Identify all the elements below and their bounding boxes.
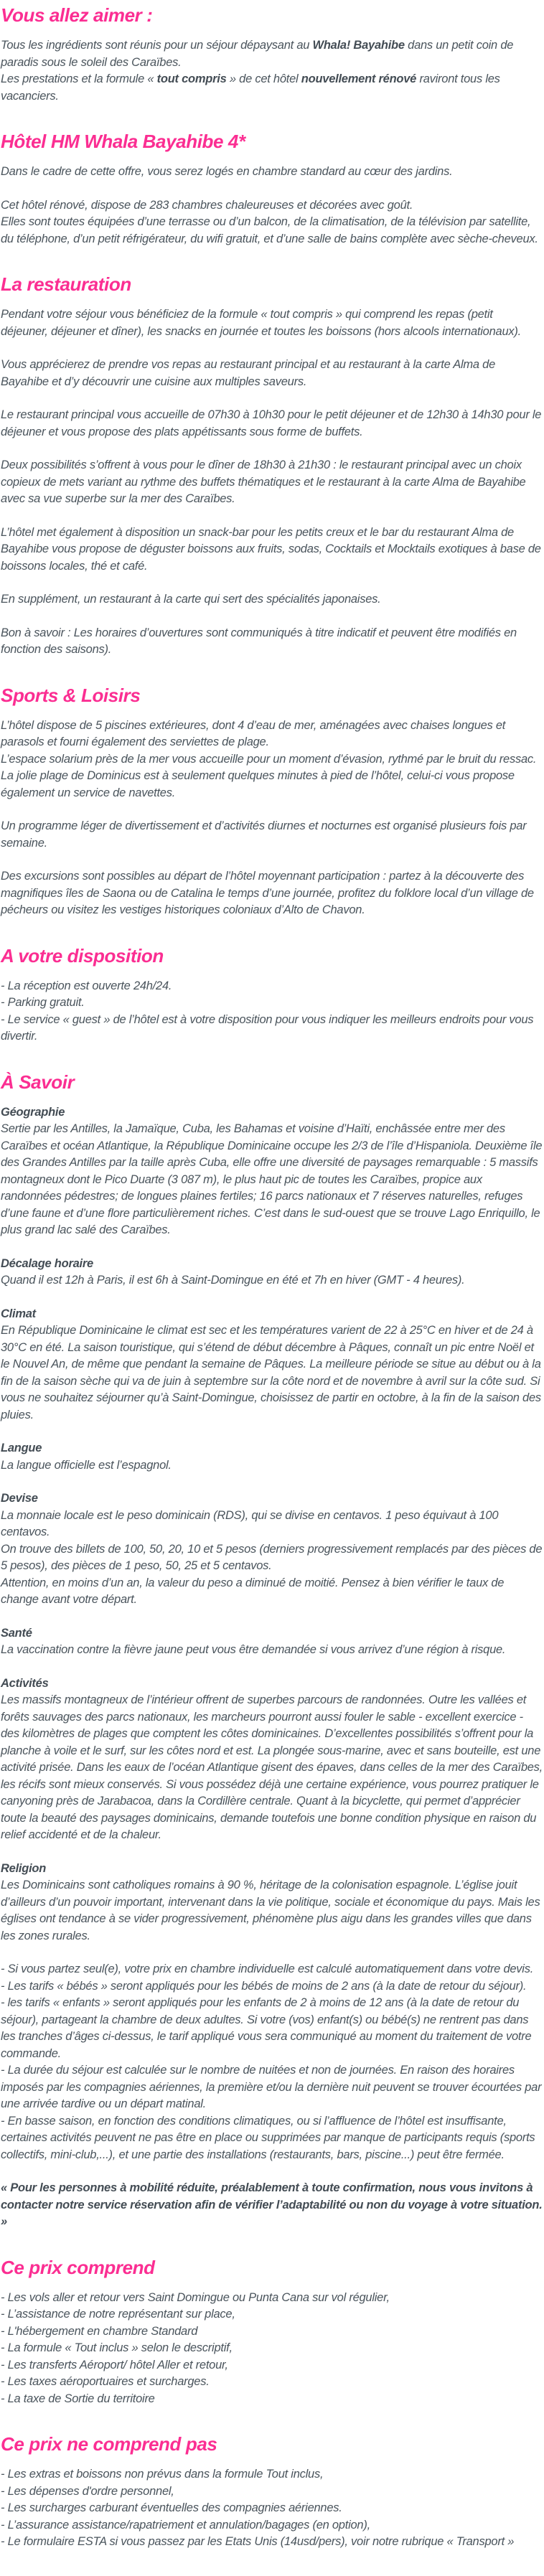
prix-comprend-list <box>1 2290 543 2408</box>
text-run: Sertie par les Antilles, la Jamaïque, Cuba, les Bahamas et voisine d’Haïti, enchâssée entre mer des Caraïbes et océan Atlantique, la République Dominicaine occupe les 2/3 de l’île d’Hispaniola. Deuxième île des Grandes Antilles par la taille après Cuba, elle offre une diversité de paysages remarquable : 5 massifs montagneux dont le Pico Duarte (3 087 m), le plus haut pic de toutes les Caraïbes, propice aux randonnées pédestres; de longues plaines fertiles; 16 parcs nationaux et 7 réserves naturelles, refuges d’une faune et d’une flore particulièrement riches. C’est dans le sud-ouest que se trouve Lago Enriquillo, le plus grand lac salé des Caraïbes. <box>1 1122 543 1236</box>
text-run: - Les transferts Aéroport/ hôtel Aller et retour, <box>1 2358 228 2371</box>
savoir-langue-paragraph <box>1 1440 543 1474</box>
text-run: - Les taxes aéroportuaires et surcharges. <box>1 2375 210 2388</box>
bold-text-run: tout compris <box>156 72 227 85</box>
bold-text-run: « Pour les personnes à mobilité réduite, préalablement à toute confirmation, nous vous invitons à contacter notre service réservation afin de vérifier l’adaptabilité ou non du voyage à votre situation. » <box>1 2181 543 2228</box>
heading-restauration: La restauration <box>1 273 131 295</box>
heading-a-savoir: À Savoir <box>1 1071 75 1093</box>
text-run: Des excursions sont possibles au départ de l’hôtel moyennant participation : partez à la découverte des magnifiques îles de Saona ou de Catalina le temps d’une journée, profitez du folklore local d’un village de pécheurs ou visitez les vestiges historiques coloniaux d’Alto de Chavon. <box>1 870 534 916</box>
text-run: - Les tarifs « bébés » seront appliqués pour les bébés de moins de 2 ans (à la date de retour du séjour). <box>1 1979 527 1993</box>
text-run: Deux possibilités s’offrent à vous pour le dîner de 18h30 à 21h30 : le restaurant principal avec un choix copieux de mets variant au rythme des buffets thématiques et le restaurant à la carte Alma de Bayahibe avec sa vue superbe sur la mer des Caraïbes. <box>1 459 526 505</box>
savoir-climat-paragraph <box>1 1306 543 1424</box>
bold-text-run: Climat <box>1 1307 36 1320</box>
bold-text-run: Religion <box>1 1861 47 1875</box>
text-run: - L’assurance assistance/rapatriement et annulation/bagages (en option), <box>1 2518 370 2532</box>
restauration-horaires-paragraph <box>1 407 543 441</box>
text-run: - Les extras et boissons non prévus dans la formule Tout inclus, <box>1 2468 324 2481</box>
text-run: La monnaie locale est le peso dominicain (RDS), qui se divise en centavos. 1 peso équivaut à 100 centavos. <box>1 1508 499 1538</box>
text-run: - Les dépenses d'ordre personnel, <box>1 2484 174 2498</box>
savoir-devise-paragraph <box>1 1490 543 1609</box>
text-run: Le restaurant principal vous accueille de 07h30 à 10h30 pour le petit déjeuner et de 12h30 à 14h30 pour le déjeuner et vous propose des plats appétissants sous forme de buffets. <box>1 408 542 438</box>
text-run: Quand il est 12h à Paris, il est 6h à Saint-Domingue en été et 7h en hiver (GMT - 4 heures). <box>1 1274 465 1287</box>
text-run: Attention, en moins d’un an, la valeur du peso a diminué de moitié. Pensez à bien vérifier le taux de change avant votre départ. <box>1 1576 505 1606</box>
restauration-diner-paragraph <box>1 457 543 508</box>
heading-a-votre-disposition: A votre disposition <box>1 944 164 967</box>
savoir-tarifs-list <box>1 1961 543 2163</box>
bold-text-run: Langue <box>1 1442 42 1454</box>
text-run: Un programme léger de divertissement et d’activités diurnes et nocturnes est organisé plusieurs fois par semaine. <box>1 819 527 850</box>
text-run: - La durée du séjour est calculée sur le nombre de nuitées et non de journées. En raison des horaires imposés par les compagnies aériennes, la première et/ou la dernière nuit peuvent se trouver écourtées par une arrivée tardive ou un départ matinal. <box>1 2064 542 2110</box>
prix-ne-comprend-pas-list <box>1 2466 543 2551</box>
heading-hotel: Hôtel HM Whala Bayahibe 4* <box>1 131 245 152</box>
text-run: Les prestations et la formule « <box>1 72 157 85</box>
savoir-mobilite-note <box>1 2180 543 2231</box>
bold-text-run: Activités <box>1 1676 49 1690</box>
text-run: raviront tous les vacanciers. <box>1 72 500 103</box>
text-run: - Les vols aller et retour vers Saint Domingue ou Punta Cana sur vol régulier, <box>1 2290 390 2304</box>
text-run: L’espace solarium près de la mer vous accueille pour un moment d’évasion, rythmé par le bruit du ressac. <box>1 752 537 766</box>
text-run: La langue officielle est l’espagnol. <box>1 1458 172 1472</box>
text-run: Bon à savoir : Les horaires d’ouvertures sont communiqués à titre indicatif et peuvent être modifiés en fonction des saisons). <box>1 626 517 656</box>
text-run: Pendant votre séjour vous bénéficiez de la formule « tout compris » qui comprend les repas (petit déjeuner, déjeuner et dîner), les snacks en journée et toutes les boissons (hors alcools internationaux). <box>1 308 521 338</box>
text-run: - En basse saison, en fonction des conditions climatiques, ou si l’affluence de l’hôtel est insuffisante, certaines activités peuvent ne pas être en place ou supprimées par manque de participants requis (sports collectifs, mini-club,...), et une partie des installations (restaurants, bars, piscine...) peut être fermée. <box>1 2114 535 2161</box>
heading-ce-prix-comprend: Ce prix comprend <box>1 2256 155 2278</box>
savoir-sante-paragraph <box>1 1625 543 1659</box>
text-run: - L’assistance de notre représentant sur place, <box>1 2308 235 2321</box>
bold-text-run: Devise <box>1 1492 38 1505</box>
heading-sports-loisirs: Sports & Loisirs <box>1 684 141 706</box>
text-run: - Le service « guest » de l’hôtel est à votre disposition pour vous indiquer les meilleurs endroits pour vous divertir. <box>1 1012 534 1043</box>
text-run: La vaccination contre la fièvre jaune peut vous être demandée si vous arrivez d’une région à risque. <box>1 1643 506 1656</box>
text-run: La jolie plage de Dominicus est à seulement quelques minutes à pied de l’hôtel, celui-ci vous propose également un service de navettes. <box>1 769 515 799</box>
text-run: - les tarifs « enfants » seront appliqués pour les enfants de 2 à moins de 12 ans (à la date de retour du séjour), partageant la chambre de deux adultes. Si votre (vos) enfant(s) ou bébé(s) ne rentrent pas dans les tranches d’âges ci-dessus, le tarif appliqué vous sera communiqué au moment du traitement de votre commande. <box>1 1996 532 2060</box>
text-run: Elles sont toutes équipées d’une terrasse ou d’un balcon, de la climatisation, de la télévision par satellite, du téléphone, d’un petit réfrigérateur, du wifi gratuit, et d’une salle de bains complète avec sèche-cheveux. <box>1 215 538 245</box>
text-run: » de cet hôtel <box>226 72 301 85</box>
sports-piscines-paragraph <box>1 718 543 802</box>
text-run: - La réception est ouverte 24h/24. <box>1 979 172 992</box>
text-run: L’hôtel dispose de 5 piscines extérieures, dont 4 d’eau de mer, aménagées avec chaises longues et parasols et fourni également des serviettes de plage. <box>1 718 506 748</box>
text-run: Tous les ingrédients sont réunis pour un séjour dépaysant au <box>1 39 313 52</box>
bold-text-run: Santé <box>1 1626 32 1640</box>
text-run: Les Dominicains sont catholiques romains à 90 %, héritage de la colonisation espagnole. L’église jouit d’ailleurs d’un pouvoir important, intervenant dans la vie politique, sociale et économique du pays. Mais les églises ont tendance à se vider progressivement, phénomène plus aigu dans les grandes villes que dans les zones rurales. <box>1 1879 540 1942</box>
text-run: L’hôtel met également à disposition un snack-bar pour les petits creux et le bar du restaurant Alma de Bayahibe vous propose de déguster boissons aux fruits, sodas, Cocktails et Mocktails exotiques à base de boissons locales, thé et café. <box>1 525 541 573</box>
text-run: Les massifs montagneux de l’intérieur offrent de superbes parcours de randonnées. Outre les vallées et forêts sauvages des parcs nationaux, les marcheurs pourront aussi fouler le sable - excellent exercice - des kilomètres de plages que comptent les côtes dominicaines. D’excellentes possibilités s’offrent pour la planche à voile et le surf, sur les côtes nord et est. La plongée sous-marine, avec et sans bouteille, est une activité prisée. Dans les eaux de l’océan Atlantique gisent des épaves, dans celles de la mer des Caraïbes, les récifs sont mieux conservés. Si vous possédez déjà une certaine expérience, vous pourrez pratiquer le canyoning près de Jarabacoa, dans la Cordillère centrale. Quant à la bicyclette, qui permet d’apprécier toute la beauté des paysages dominicains, demande toutefois une bonne condition physique en raison du relief accidenté et de la chaleur. <box>1 1693 543 1841</box>
savoir-geographie-paragraph <box>1 1104 543 1239</box>
savoir-decalage-paragraph <box>1 1256 543 1289</box>
heading-vous-allez-aimer: Vous allez aimer : <box>1 4 153 26</box>
bold-text-run: Décalage horaire <box>1 1256 93 1270</box>
restauration-restaurants-paragraph <box>1 357 543 390</box>
hotel-description-paragraph <box>1 197 543 248</box>
sports-programme-paragraph <box>1 818 543 852</box>
text-run: On trouve des billets de 100, 50, 20, 10 et 5 pesos (derniers progressivement remplacés par des pièces de 5 pesos), des pièces de 1 peso, 50, 25 et 5 centavos. <box>1 1542 543 1572</box>
intro-paragraph <box>1 37 543 105</box>
sports-excursions-paragraph <box>1 868 543 919</box>
text-run: Dans le cadre de cette offre, vous serez logés en chambre standard au cœur des jardins. <box>1 165 453 178</box>
text-run: - Le formulaire ESTA si vous passez par les Etats Unis (14usd/pers), voir notre rubrique « Transport » <box>1 2535 515 2548</box>
text-run: - Parking gratuit. <box>1 996 85 1009</box>
text-run: En République Dominicaine le climat est sec et les températures varient de 22 à 25°C en hiver et de 24 à 30°C en été. La saison touristique, qui s’étend de début décembre à Pâques, connaît un pic entre Noël et le Nouvel An, de même que pendant la semaine de Pâques. La meilleure période se situe au début ou à la fin de la saison sèche qui va de juin à septembre sur la côte nord et de novembre à avril sur la côte sud. Si vous ne souhaitez séjourner qu’à Saint-Domingue, choisissez de partir en octobre, à la fin de la saison des pluies. <box>1 1324 541 1421</box>
text-run: dans un petit coin de paradis sous le soleil des Caraïbes. <box>1 39 514 69</box>
disposition-list <box>1 978 543 1045</box>
text-run: - La taxe de Sortie du territoire <box>1 2392 155 2405</box>
hotel-room-paragraph <box>1 164 543 181</box>
bold-text-run: nouvellement rénové <box>301 72 417 85</box>
bold-text-run: Géographie <box>1 1105 65 1119</box>
text-run: - L'hébergement en chambre Standard <box>1 2324 198 2338</box>
bold-text-run: Whala! Bayahibe <box>312 39 405 52</box>
text-run: - Les surcharges carburant éventuelles des compagnies aériennes. <box>1 2501 342 2514</box>
text-run: - La formule « Tout inclus » selon le descriptif, <box>1 2341 233 2354</box>
savoir-religion-paragraph <box>1 1861 543 1945</box>
restauration-bon-a-savoir-paragraph <box>1 625 543 659</box>
text-run: En supplément, un restaurant à la carte qui sert des spécialités japonaises. <box>1 593 381 606</box>
restauration-supplement-paragraph <box>1 591 543 608</box>
restauration-snackbar-paragraph <box>1 525 543 575</box>
heading-ce-prix-ne-comprend-pas: Ce prix ne comprend pas <box>1 2433 217 2455</box>
text-run: Vous apprécierez de prendre vos repas au restaurant principal et au restaurant à la carte Alma de Bayahibe et d’y découvrir une cuisine aux multiples saveurs. <box>1 358 496 388</box>
restauration-formule-paragraph <box>1 306 543 340</box>
text-run: Cet hôtel rénové, dispose de 283 chambres chaleureuses et décorées avec goût. <box>1 198 413 212</box>
savoir-activites-paragraph <box>1 1675 543 1844</box>
text-run: - Si vous partez seul(e), votre prix en chambre individuelle est calculé automatiquement dans votre devis. <box>1 1962 534 1975</box>
